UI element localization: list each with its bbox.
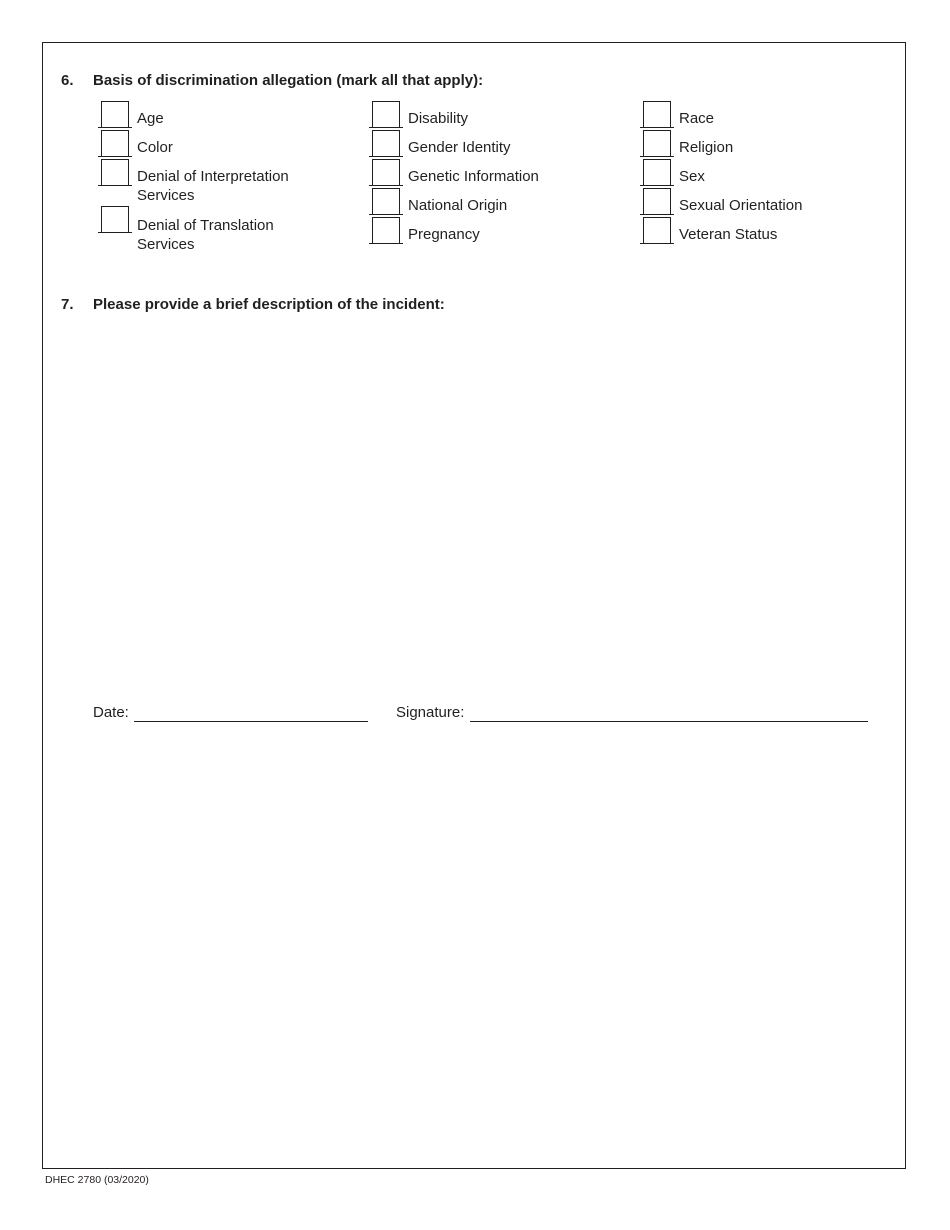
checkbox-underline (369, 127, 403, 128)
option-label: Pregnancy (408, 226, 480, 243)
option-label: Veteran Status (679, 226, 778, 243)
option-label: Disability (408, 110, 469, 127)
checkbox-genetic-information[interactable] (372, 159, 400, 186)
option-label: Gender Identity (408, 139, 511, 156)
checkbox-disability[interactable] (372, 101, 400, 128)
checkbox-color[interactable] (101, 130, 129, 157)
checkbox-national-origin[interactable] (372, 188, 400, 215)
checkbox-gender-identity[interactable] (372, 130, 400, 157)
checkbox-race[interactable] (643, 101, 671, 128)
question-6-number: 6. (61, 72, 74, 89)
date-field[interactable] (134, 721, 368, 722)
option-label-continued: Services (137, 236, 195, 253)
checkbox-underline (640, 214, 674, 215)
checkbox-underline (369, 243, 403, 244)
option-label: Sex (679, 168, 705, 185)
checkbox-sex[interactable] (643, 159, 671, 186)
checkbox-religion[interactable] (643, 130, 671, 157)
checkbox-denial-of-translation-services[interactable] (101, 206, 129, 233)
checkbox-underline (640, 243, 674, 244)
option-label: Color (137, 139, 173, 156)
date-label: Date: (93, 704, 129, 721)
option-label: Sexual Orientation (679, 197, 803, 214)
checkbox-sexual-orientation[interactable] (643, 188, 671, 215)
signature-label: Signature: (396, 704, 465, 721)
option-label: Denial of Translation (137, 217, 274, 234)
checkbox-pregnancy[interactable] (372, 217, 400, 244)
checkbox-underline (98, 232, 132, 233)
checkbox-age[interactable] (101, 101, 129, 128)
checkbox-underline (98, 185, 132, 186)
incident-description-area[interactable] (93, 322, 868, 687)
question-7-title: Please provide a brief description of the incident: (93, 296, 445, 313)
checkbox-underline (98, 127, 132, 128)
option-label: Denial of Interpretation (137, 168, 289, 185)
option-label-continued: Services (137, 187, 195, 204)
signature-field[interactable] (470, 721, 868, 722)
checkbox-veteran-status[interactable] (643, 217, 671, 244)
option-label: National Origin (408, 197, 508, 214)
checkbox-underline (640, 156, 674, 157)
checkbox-underline (640, 127, 674, 128)
form-id: DHEC 2780 (03/2020) (45, 1174, 149, 1186)
checkbox-underline (369, 214, 403, 215)
option-label: Race (679, 110, 715, 127)
option-label: Religion (679, 139, 734, 156)
checkbox-underline (640, 185, 674, 186)
checkbox-denial-of-interpretation-services[interactable] (101, 159, 129, 186)
checkbox-underline (369, 185, 403, 186)
option-label: Age (137, 110, 164, 127)
checkbox-underline (369, 156, 403, 157)
option-label: Genetic Information (408, 168, 539, 185)
question-7-number: 7. (61, 296, 74, 313)
checkbox-underline (98, 156, 132, 157)
question-6-title: Basis of discrimination allegation (mark all that apply): (93, 72, 484, 89)
